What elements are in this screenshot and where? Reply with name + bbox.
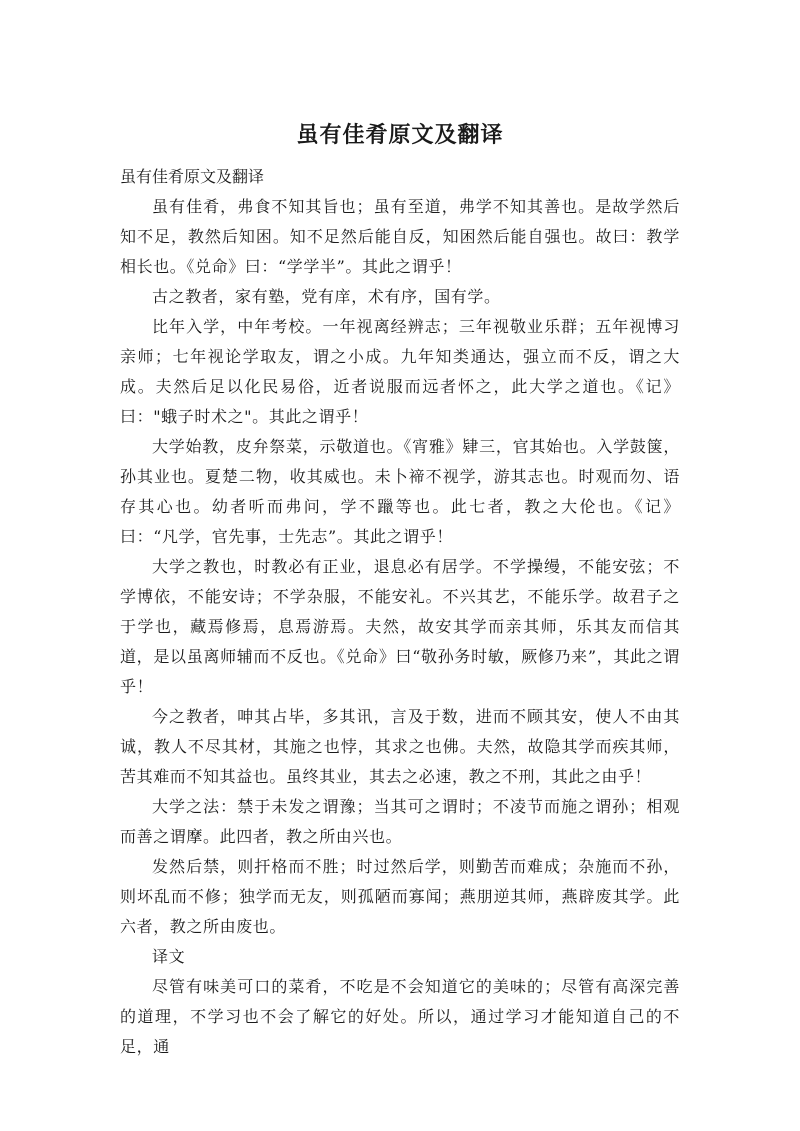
document-body — [120, 162, 680, 1062]
document-title: 虽有佳肴原文及翻译 — [296, 123, 504, 148]
paragraph: 大学始教，皮弁祭菜，示敬道也。《宵雅》肄三，官其始也。入学鼓箧，孙其业也。夏楚二物，收其威也。未卜禘不视学，游其志也。时观而勿、语存其心也。幼者听而弗问，学不躐等也。此七者，教之大伦也。《记》曰：“凡学，官先事，士先志”。其此之谓乎！ — [120, 437, 680, 546]
paragraph: 尽管有味美可口的菜肴，不吃是不会知道它的美味的；尽管有高深完善的道理，不学习也不会了解它的好处。所以，通过学习才能知道自己的不足，通 — [120, 977, 680, 1056]
paragraph: 比年入学，中年考校。一年视离经辨志；三年视敬业乐群；五年视博习亲师；七年视论学取友，谓之小成。九年知类通达，强立而不反，谓之大成。夫然后足以化民易俗，近者说服而远者怀之，此大学之道也。《记》曰："蛾子时术之"。其此之谓乎！ — [120, 317, 680, 426]
paragraph: 古之教者，家有塾，党有庠，术有序，国有学。 — [152, 287, 501, 306]
section-heading-translation: 译文 — [152, 947, 186, 966]
document-subtitle: 虽有佳肴原文及翻译 — [120, 167, 265, 186]
paragraph: 发然后禁，则扞格而不胜；时过然后学，则勤苦而难成；杂施而不孙，则坏乱而不修；独学而无友，则孤陋而寡闻；燕朋逆其师，燕辟废其学。此六者，教之所由废也。 — [120, 857, 680, 936]
paragraph: 大学之教也，时教必有正业，退息必有居学。不学操缦，不能安弦；不学博依，不能安诗；不学杂服，不能安礼。不兴其艺，不能乐学。故君子之于学也，藏焉修焉，息焉游焉。夫然，故安其学而亲其师，乐其友而信其道，是以虽离师辅而不反也。《兑命》曰“敬孙务时敏，厥修乃来”，其此之谓乎！ — [120, 557, 680, 696]
paragraph: 大学之法：禁于未发之谓豫；当其可之谓时；不凌节而施之谓孙；相观而善之谓摩。此四者，教之所由兴也。 — [120, 797, 680, 846]
paragraph: 今之教者，呻其占毕，多其讯，言及于数，进而不顾其安，使人不由其诚，教人不尽其材，其施之也悖，其求之也佛。夫然，故隐其学而疾其师，苦其难而不知其益也。虽终其业，其去之必速，教之不刑，其此之由乎！ — [120, 707, 680, 786]
paragraph: 虽有佳肴，弗食不知其旨也；虽有至道，弗学不知其善也。是故学然后知不足，教然后知困。知不足然后能自反，知困然后能自强也。故曰：教学相长也。《兑命》曰：“学学半”。其此之谓乎！ — [120, 197, 680, 276]
